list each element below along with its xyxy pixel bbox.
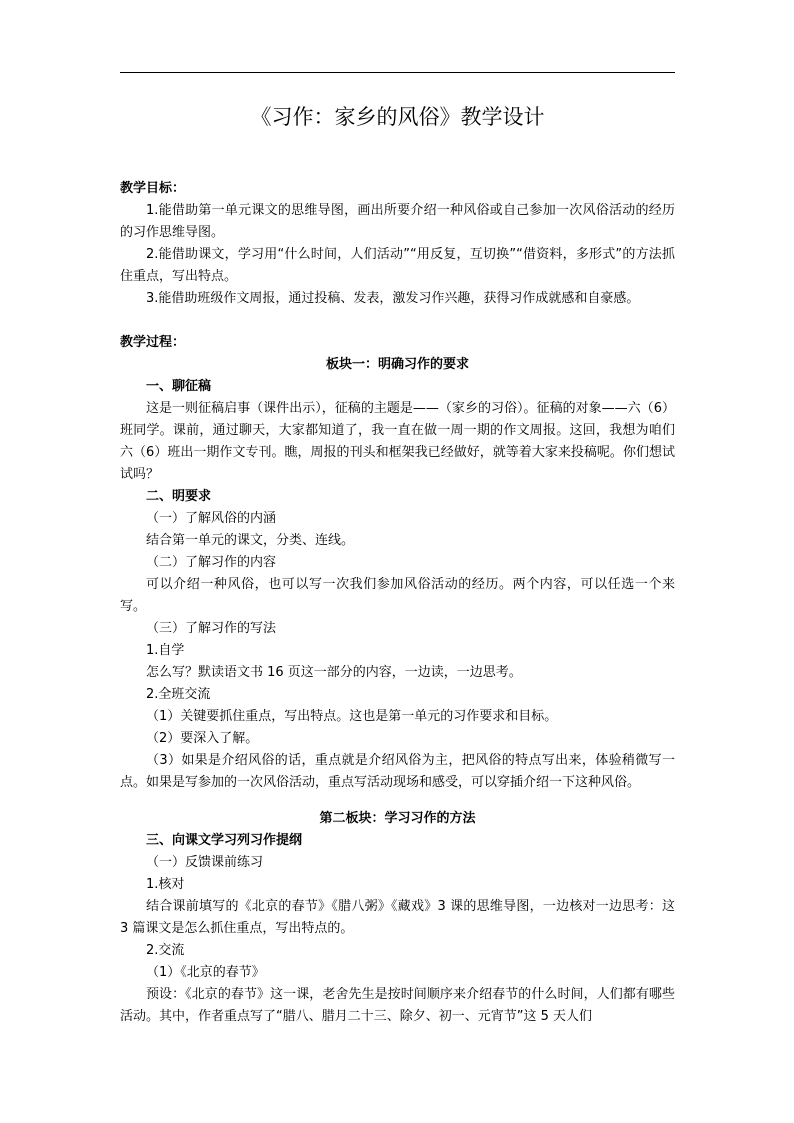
- process-heading: 教学过程：: [120, 335, 186, 350]
- section2-heading: 二、明要求: [146, 489, 212, 504]
- check-step-paragraph: 结合课前填写的《北京的春节》《腊八粥》《藏戏》3 课的思维导图，一边核对一边思考：这 3 篇课文是怎么抓住重点，写出特点的。: [120, 899, 675, 936]
- header-rule: [120, 72, 675, 73]
- subsection3: （三）了解习作的写法: [146, 621, 277, 636]
- exchange-step: 2.交流: [146, 943, 185, 958]
- step2-item-1: （1）关键要抓住重点，写出特点。这也是第一单元的习作要求和目标。: [146, 709, 558, 724]
- goals-heading: 教学目标：: [120, 181, 186, 196]
- spacer: [120, 310, 675, 332]
- goal-item-3: 3.能借助班级作文周报，通过投稿、发表，激发习作兴趣，获得习作成就感和自豪感。: [146, 291, 640, 306]
- exchange-item-1: （1）《北京的春节》: [146, 965, 265, 980]
- block1-title: 板块一：明确习作的要求: [325, 357, 469, 372]
- goal-item-2: 2.能借助课文，学习用“什么时间，人们活动”“用反复，互切换”“借资料，多形式”的方法抓住重点，写出特点。: [120, 247, 675, 284]
- subsection2: （二）了解习作的内容: [146, 555, 277, 570]
- spacer: [120, 794, 675, 808]
- document-title: 《习作：家乡的风俗》教学设计: [250, 105, 545, 129]
- section3-heading: 三、向课文学习列习作提纲: [146, 833, 303, 848]
- check-step: 1.核对: [146, 877, 185, 892]
- subsection1-paragraph: 结合第一单元的课文，分类、连线。: [146, 533, 355, 548]
- exchange-item-1-paragraph: 预设：《北京的春节》这一课，老舍先生是按时间顺序来介绍春节的什么时间，人们都有哪些活动。其中，作者重点写了“腊八、腊月二十三、除夕、初一、元宵节”这 5 天人们: [120, 987, 675, 1024]
- block2-title: 第二板块：学习习作的方法: [319, 811, 476, 826]
- step1: 1.自学: [146, 643, 185, 658]
- goal-item-1: 1.能借助第一单元课文的思维导图，画出所要介绍一种风俗或自己参加一次风俗活动的经历的习作思维导图。: [120, 203, 675, 240]
- subsection2-paragraph: 可以介绍一种风俗，也可以写一次我们参加风俗活动的经历。两个内容，可以任选一个来写。: [120, 577, 675, 614]
- subsection1: （一）了解风俗的内涵: [146, 511, 277, 526]
- step2: 2.全班交流: [146, 687, 211, 702]
- document-body: [120, 178, 675, 1028]
- section3-subsection1: （一）反馈课前练习: [146, 855, 264, 870]
- step1-paragraph: 怎么写？默读语文书 16 页这一部分的内容，一边读，一边思考。: [146, 665, 522, 680]
- section1-paragraph: 这是一则征稿启事（课件出示），征稿的主题是——（家乡的习俗）。征稿的对象——六（6）班同学。课前，通过聊天，大家都知道了，我一直在做一周一期的作文周报。这回，我想为咱们六（6）班出一期作文专刊。瞧，周报的刊头和框架我已经做好，就等着大家来投稿呢。你们想试试吗？: [120, 401, 675, 482]
- step2-item-3: （3）如果是介绍风俗的话，重点就是介绍风俗为主，把风俗的特点写出来，体验稍微写一点。如果是写参加的一次风俗活动，重点写活动现场和感受，可以穿插介绍一下这种风俗。: [120, 753, 675, 790]
- step2-item-2: （2）要深入了解。: [146, 731, 259, 746]
- section1-heading: 一、聊征稿: [146, 379, 212, 394]
